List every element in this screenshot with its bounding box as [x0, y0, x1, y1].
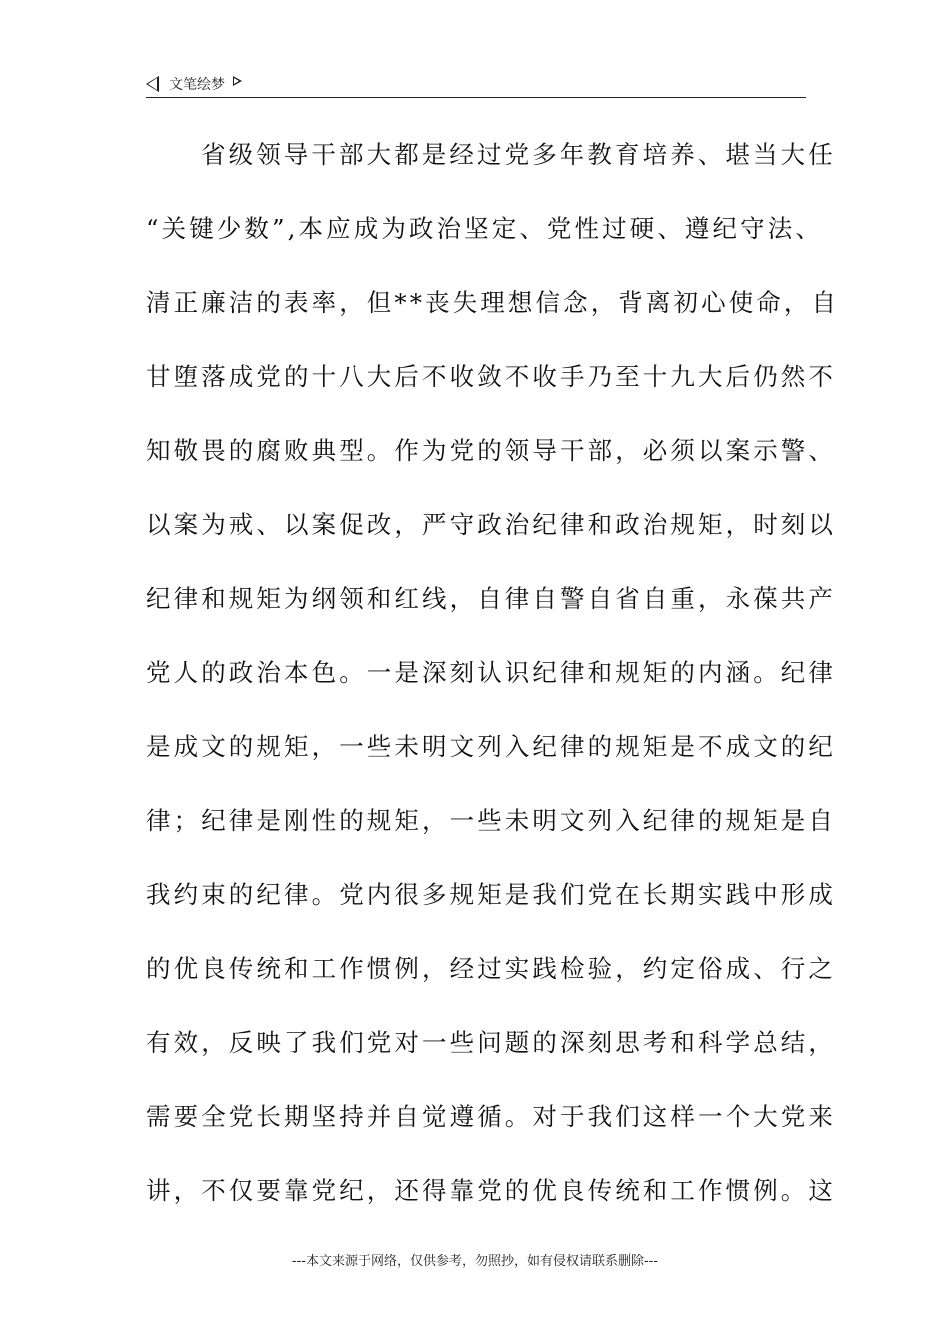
body-line: 需要全党长期坚持并自觉遵循。对于我们这样一个大党来 [146, 1102, 836, 1131]
body-line: 党人的政治本色。一是深刻认识纪律和规矩的内涵。纪律 [146, 658, 836, 687]
body-line: 有效，反映了我们党对一些问题的深刻思考和科学总结， [146, 1028, 836, 1057]
document-body [146, 118, 840, 1228]
body-line: 的优良传统和工作惯例，经过实践检验，约定俗成、行之 [146, 954, 836, 983]
triangle-right-icon [233, 76, 242, 86]
source-disclaimer: ---本文来源于网络，仅供参考，勿照抄，如有侵权请联系删除--- [291, 1254, 659, 1269]
body-line: 律；纪律是刚性的规矩，一些未明文列入纪律的规矩是自 [146, 806, 836, 835]
body-line: “关键少数”,本应成为政治坚定、党性过硬、遵纪守法、 [146, 214, 823, 243]
body-line: 我约束的纪律。党内很多规矩是我们党在长期实践中形成 [146, 880, 836, 909]
body-line: 纪律和规矩为纲领和红线，自律自警自省自重，永葆共产 [146, 584, 836, 613]
header-title: 文笔绘梦 [169, 77, 225, 93]
header-rule [146, 97, 806, 98]
body-line: 清正廉洁的表率，但**丧失理想信念，背离初心使命，自 [146, 288, 840, 317]
body-line: 以案为戒、以案促改，严守政治纪律和政治规矩，时刻以 [146, 510, 836, 539]
body-line: 知敬畏的腐败典型。作为党的领导干部，必须以案示警、 [146, 436, 836, 465]
triangle-left-icon [146, 76, 159, 92]
document-header [146, 72, 242, 96]
body-line: 讲，不仅要靠党纪，还得靠党的优良传统和工作惯例。这 [146, 1176, 836, 1205]
body-line: 是成文的规矩，一些未明文列入纪律的规矩是不成文的纪 [146, 732, 836, 761]
body-line: 甘堕落成党的十八大后不收敛不收手乃至十九大后仍然不 [146, 362, 836, 391]
body-line: 省级领导干部大都是经过党多年教育培养、堪当大任 [201, 140, 836, 169]
